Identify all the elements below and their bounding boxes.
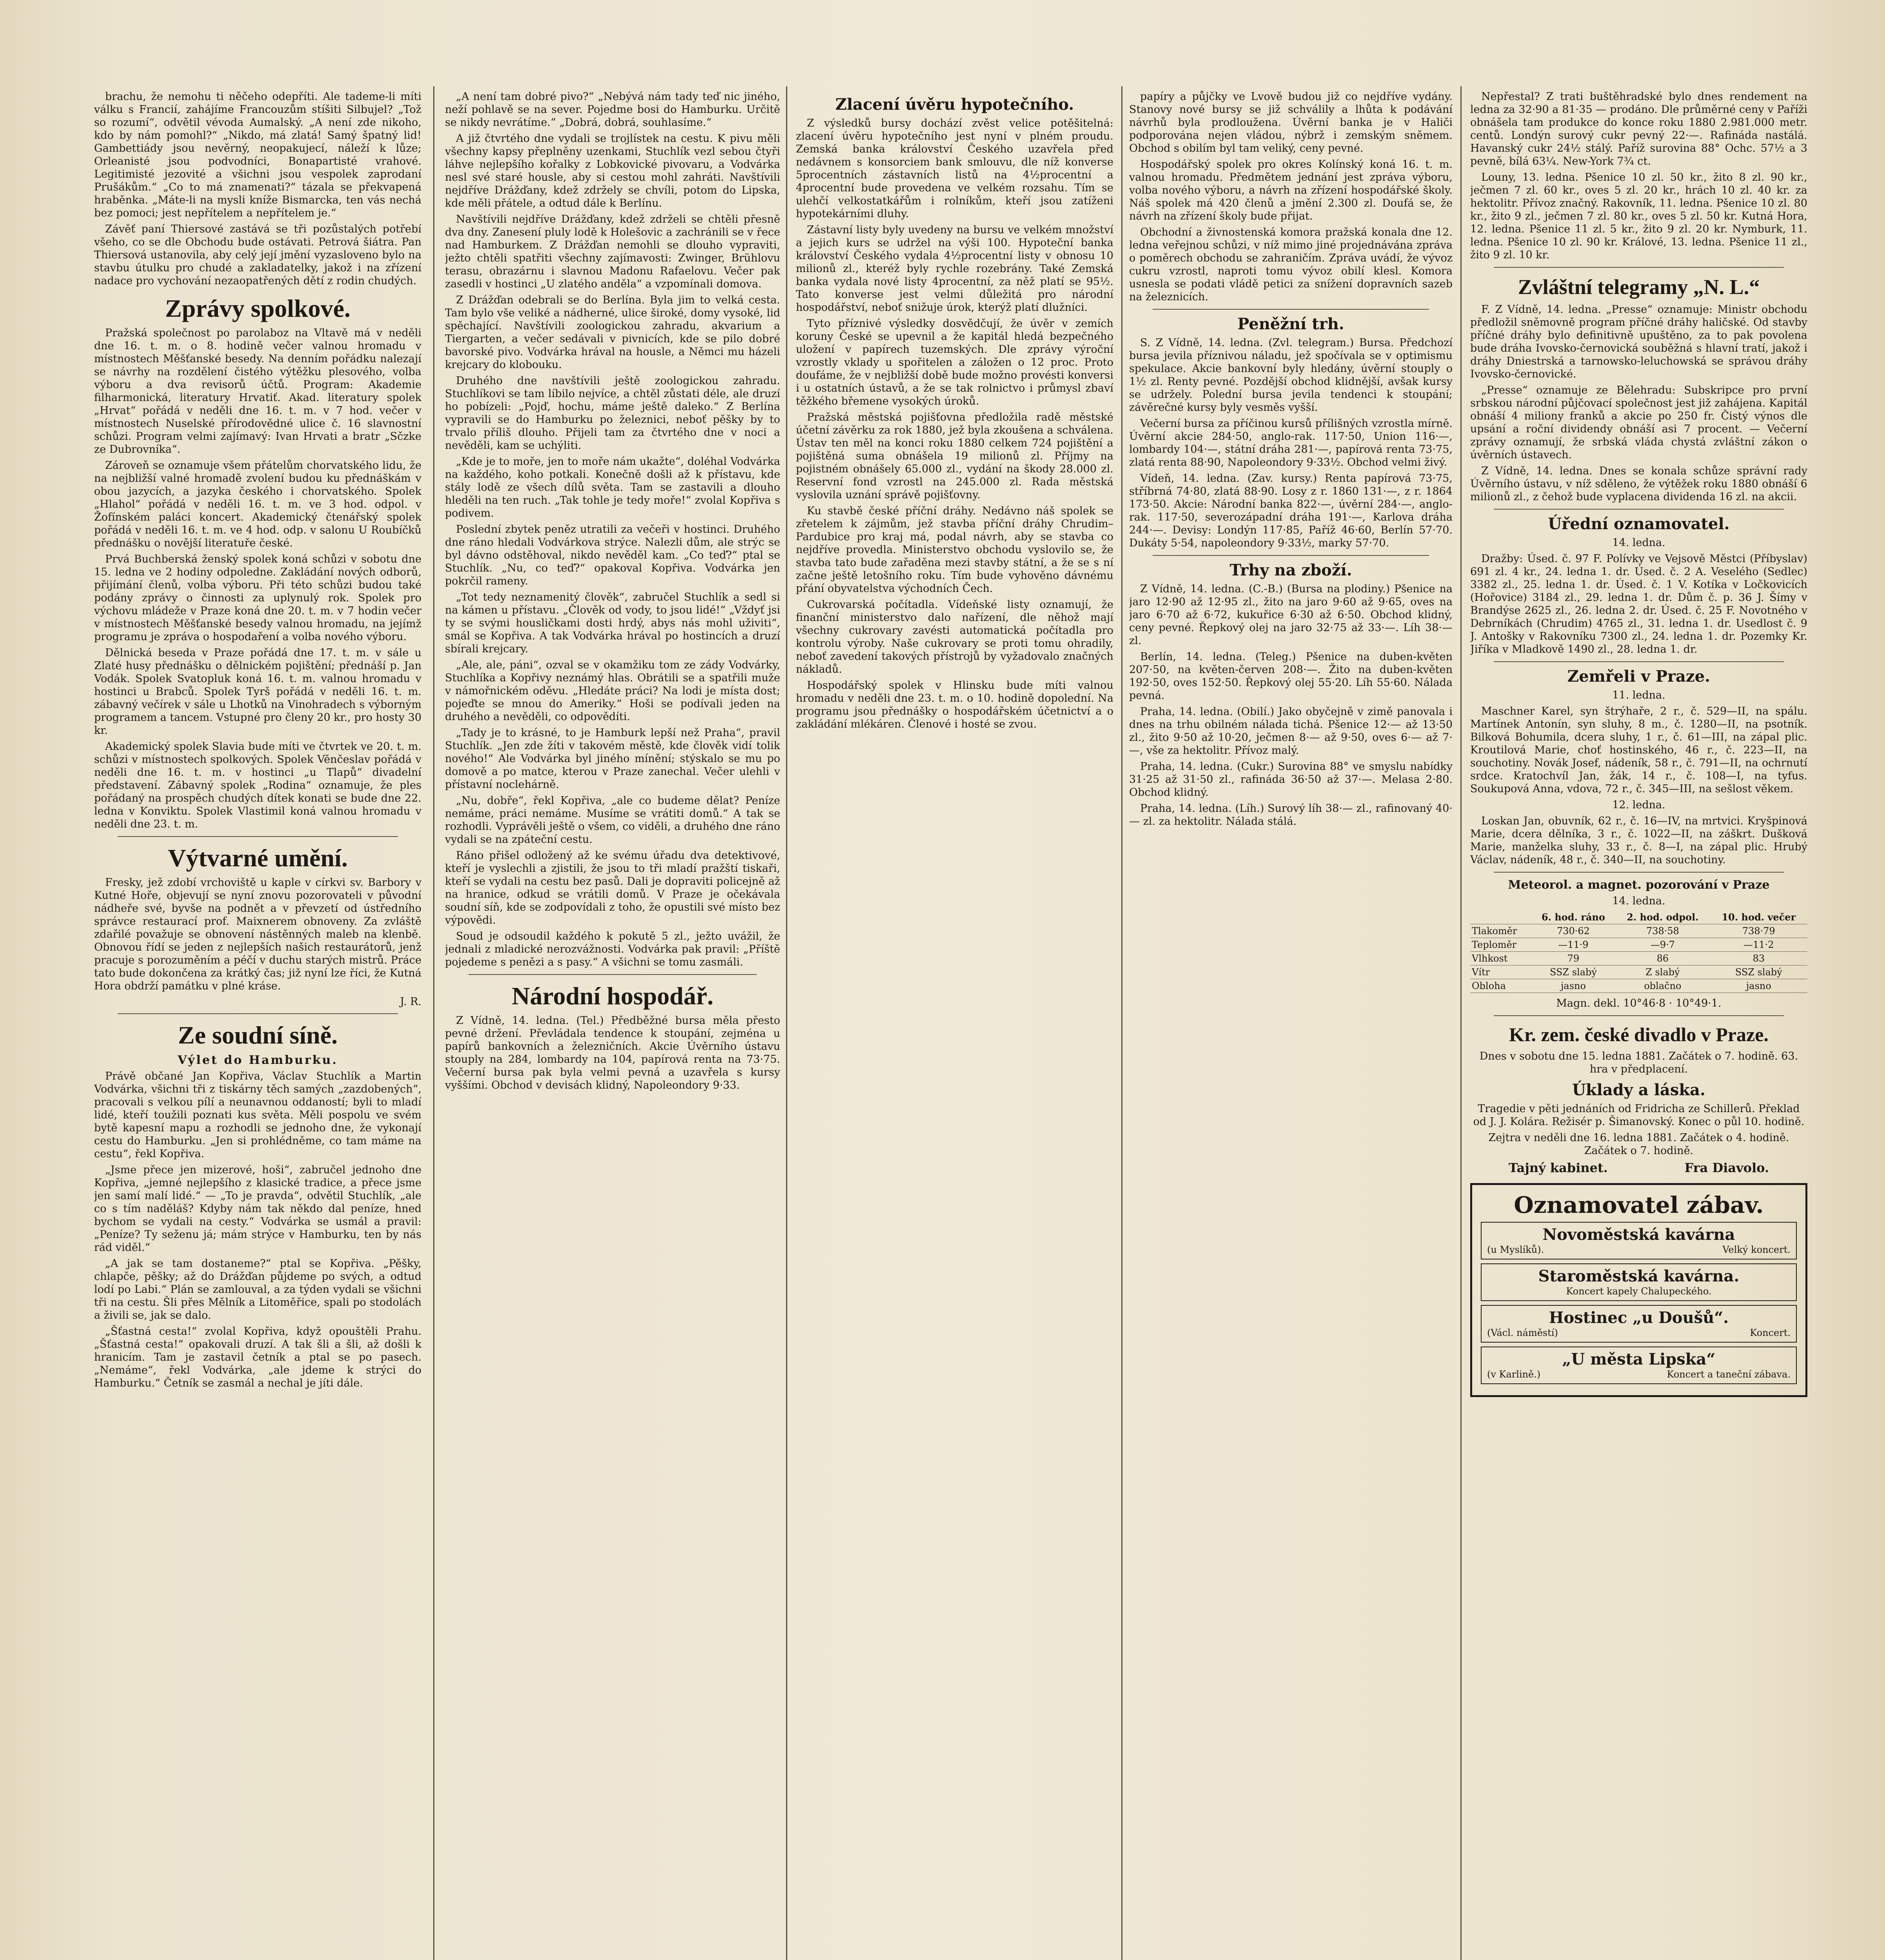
section-heading-zemreli-v-praze: Zemřeli v Praze. [1567, 667, 1711, 686]
ad-name: Staroměstská kavárna. [1538, 1267, 1740, 1285]
article-paragraph: Obchodní a živnostenská komora pražská konala dne 12. ledna veřejnou schůzi, v níž mimo jiné projednávána zpráva o poměrech obchodu se zahraničím. Zpráva uvádí, že vývoz cukru vzrostl, naproti tomu vývoz obilí klesl. Komora usnesla se podati vládě petici za snížení dopravních sazeb na železnicích. [1129, 226, 1453, 303]
meteorological-table [1470, 911, 1807, 993]
table-cell: Obloha [1470, 979, 1531, 993]
table-header-cell: 10. hod. večer [1710, 911, 1807, 924]
section-divider [1153, 309, 1429, 310]
section-heading-zvlastni-telegramy: Zvláštní telegramy „N. L.“ [1518, 275, 1760, 299]
article-paragraph: Hospodářský spolek pro okres Kolínský koná 16. t. m. valnou hromadu. Předmětem jednání jest zpráva výboru, volba nového výboru, a návrh na zřízení hospodářské školy. Náš spolek má 420 členů a jmění 2.300 zl. Doufá se, že návrh na zřízení školy bude přijat. [1129, 158, 1453, 222]
table-cell: 730·62 [1531, 924, 1615, 938]
table-cell: jasno [1531, 979, 1615, 993]
article-paragraph: Akademický spolek Slavia bude míti ve čtvrtek ve 20. t. m. schůzi v místnostech spolkových. Spolek Věnčeslav pořádá v neděli dne 16. t. m. v hostinci „u Tlapů“ divadelní představení. Zábavný spolek „Rodina“ oznamuje, že ples pořádaný na prospěch chudých dítek konati se bude dne 22. ledna v Konviktu. Spolek Vlastimil koná valnou hromadu v neděli dne 23. t. m. [94, 740, 421, 830]
ad-details [1487, 1285, 1791, 1297]
column-rule [1460, 86, 1462, 1960]
article-title-vylet-do-hamburku: Výlet do Hamburku. [178, 1053, 338, 1067]
table-row [1470, 952, 1807, 965]
article-paragraph: Louny, 13. ledna. Pšenice 10 zl. 50 kr., žito 8 zl. 90 kr., ječmen 7 zl. 60 kr., oves 5 zl. 20 kr., hrách 10 zl. 40 kr. za hektolitr. Přívoz značný. Rakovník, 11. ledna. Pšenice 10 zl. 80 kr., žito 9 zl., ječmen 7 zl. 80 kr., oves 5 zl. 50 kr. Kutná Hora, 12. ledna. Pšenice 11 zl. 5 kr., žito 9 zl. 20 kr. Nymburk, 11. ledna. Pšenice 10 zl. 90 kr. Králové, 13. ledna. Pšenice 11 zl., žito 9 zl. 10 kr. [1470, 171, 1807, 261]
article-paragraph: papíry a půjčky ve Lvově budou již co nejdříve vydány. Stanovy nové bursy se již schválily a lhůta k podávání návrhů byla prodloužena. Úvěrní banka je v Haliči podporována nejen vládou, nýbrž i zemským sněmem. Obchod s obilím byl tam veliký, ceny pevné. [1129, 91, 1453, 154]
ad-item [1481, 1222, 1797, 1259]
article-paragraph: brachu, že nemohu ti něčeho odepříti. Ale tademe-li míti válku s Francií, zahájíme Francouzům stíšiti Silbujel? „Tož so rozumí“, odvětil vévoda Aumalský. „A není zde nikoho, kdo by nám pomohl?“ „Nikdo, má zlatá! Samý špatný lid! Gambettiády jsou nevěrný, neopakujecí, náleží k lůze; Orleanisté jsou podvodníci, Bonapartisté vrahové. Legitimisté jezovité a všichni jsou vespolek zaprodaní Prušákům.“ „Co to má znamenati?“ tázala se překvapená hraběnka. „Máte-li na mysli kníže Bismarcka, ten vás nechá bez pomoci; jest nepřítelem a nepřítelem je.“ [94, 91, 421, 219]
section-divider [1494, 1015, 1784, 1016]
table-cell: oblačno [1615, 979, 1710, 993]
column-5 [1470, 90, 1807, 1960]
ad-details [1487, 1327, 1791, 1339]
article-paragraph: Berlín, 14. ledna. (Teleg.) Pšenice na duben-květen 207·50, na květen-červen 208·—. Žito na duben-květen 192·50, oves 152·50. Řepkový olej 55·20. Líh 55·60. Nálada pevná. [1129, 651, 1453, 702]
section-heading-vytvarne-umeni: Výtvarné umění. [168, 844, 348, 872]
ad-item [1481, 1305, 1797, 1343]
ad-detail-right: Koncert. [1750, 1327, 1791, 1338]
table-cell: —9·7 [1615, 938, 1710, 952]
section-date: 12. ledna. [1612, 799, 1665, 811]
table-cell: Teploměr [1470, 938, 1531, 952]
article-paragraph: Poslední zbytek peněz utratili za večeři v hostinci. Druhého dne ráno hledali Vodvárkova strýce. Nalezli dům, ale strýc se byl dávno odstěhoval, nikdo nevěděl kam. „Co teď?“ ptal se Stuchlík. „Nu, co teď?“ opakoval Kopřiva. Vodvárka jen pokrčil rameny. [445, 523, 780, 587]
ad-name: Hostinec „u Doušů“. [1549, 1308, 1729, 1327]
table-row [1470, 938, 1807, 952]
table-cell: SSZ slabý [1531, 965, 1615, 979]
article-paragraph: Z Drážďan odebrali se do Berlína. Byla jim to velká cesta. Tam bylo vše veliké a nádherné, ulice široké, domy vysoké, lid spěchající. Navštívili zoologickou zahradu, akvarium a Tiergarten, a večer sedávali v pivnicích, kde se pilo dobré bavorské pivo. Vodvárka hrával na housle, a Němci mu házeli krejcary do klobouku. [445, 294, 780, 371]
section-heading-divadlo: Kr. zem. české divadlo v Praze. [1509, 1024, 1769, 1045]
section-divider [118, 1013, 398, 1014]
article-paragraph: Ku stavbě české příční dráhy. Nedávno náš spolek se zřetelem k zájmům, jež stavba příční dráhy Chrudim–Pardubice pro kraj má, podal návrh, aby se stavba co nejdříve provedla. Ministerstvo obchodu vyslovilo se, že stavba tato bude zařaděna mezi stavby státní, a že se s ní začne ještě letošního roku. Tím bude vyhověno dávnému přání obyvatelstva východních Čech. [796, 505, 1113, 595]
article-paragraph: Hospodářský spolek v Hlinsku bude míti valnou hromadu v neděli dne 23. t. m. o 10. hodině dopolední. Na programu jsou přednášky o hospodářském účetnictví a o zakládání mlékáren. Členové i hosté se zvou. [796, 679, 1113, 730]
magnetic-declination-note: Magn. dekl. 10°46·8 · 10°49·1. [1556, 997, 1722, 1009]
ad-detail-right: Velký koncert. [1722, 1244, 1791, 1255]
article-paragraph: A již čtvrtého dne vydali se trojlístek na cestu. K pivu měli všechny kapsy přeplněny uzenkami, Stuchlík vezl sebou čtyři láhve nejlepšího kořalky z Lobkovické pivovaru, a Vodvárka nesl své staré housle, aby si cestou mohl zahráti. Navštívili nejdříve Drážďany, kdež zdržely se chvíli, potom do Lipska, kde měli přátele, a odtud dále k Berlínu. [445, 132, 780, 209]
table-row [1470, 979, 1807, 993]
article-paragraph: Z Vídně, 14. ledna. (Tel.) Předběžné bursa měla přesto pevné držení. Převládala tendence k stoupání, zejména u papírů bankovních a železničních. Akcie Úvěrního ústavu stouply na 284, lombardy na 104, papírová renta na 73·75. Večerní bursa pak byla velmi pevná a uzavřela s kursy vyššími. Obchod v devisách klidný, Napoleondory 9·33. [445, 1014, 780, 1091]
table-row [1470, 924, 1807, 938]
article-paragraph: Právě občané Jan Kopřiva, Václav Stuchlík a Martin Vodvárka, všichni tři z tiskárny těch samých „zazdobených“, pracovali s velkou pílí a neunavnou oddaností; byli to mladí lidé, kteří toužili poznati kus světa. Měli pospolu ve svém bytě kapesní mapu a rozhodli se jednoho dne, že vykonají cestu do Hamburku. „Jen si prohlédněme, co tam máme na cestu“, řekl Kopřiva. [94, 1070, 421, 1160]
ad-detail-left: (Václ. náměstí) [1487, 1327, 1558, 1338]
ads-box-title: Oznamovatel zábav. [1514, 1192, 1764, 1218]
section-heading-narodni-hospodar: Národní hospodář. [512, 982, 714, 1010]
section-date: 14. ledna. [1612, 895, 1665, 907]
ad-name: Novoměstská kavárna [1542, 1225, 1735, 1244]
article-paragraph: Praha, 14. ledna. (Cukr.) Surovina 88° ve smyslu nabídky 31·25 až 31·50 zl., rafináda 36·50 až 37·—. Melasa 2·80. Obchod klidný. [1129, 760, 1453, 799]
article-paragraph: Vídeň, 14. ledna. (Zav. kursy.) Renta papírová 73·75, stříbrná 74·80, zlatá 88·90. Losy z r. 1860 131·—, z r. 1864 173·50. Akcie: Národní banka 822·—, úvěrní 284·—, anglo-rak. 117·50, severozápadní dráha 191·—, Karlova dráha 244·—. Devisy: Londýn 117·85, Paříž 46·60, Berlín 57·70. Dukáty 5·54, napoleondory 9·33½, marky 57·70. [1129, 472, 1453, 549]
theatre-schedule: Zejtra v neděli dne 16. ledna 1881. Začátek o 4. hodině. Začátek o 7. hodině. [1488, 1132, 1789, 1157]
sunday-plays [1470, 1160, 1807, 1175]
theatre-schedule: Dnes v sobotu dne 15. ledna 1881. Začátek o 7. hodině. 63. hra v předplacení. [1479, 1050, 1798, 1075]
article-paragraph: Z výsledků bursy dochází zvěst velice potěšitelná: zlacení úvěru hypotečního jest nyní v plném proudu. Zemská banka království Českého uzavřela před nedávnem s konsorciem bank smlouvu, dle níž konverse 5procentních zástavních listů na 4½procentní a 4procentní bude provedena ve velkém rozsahu. Tím se ulehčí velkostatkářům i rolníkům, kteří jsou zatíženi hypotekárními dluhy. [796, 117, 1113, 220]
article-paragraph: „Tady je to krásné, to je Hamburk lepší než Praha“, pravil Stuchlík. „Jen zde žíti v takovém městě, kde člověk vidí tolik nového!“ Ale Vodvárka byl jiného mínění; stýskalo se mu po domově a po matce, kterou v Praze zanechal. Večer ulehli v přístavní noclehárně. [445, 727, 780, 791]
table-cell: Vítr [1470, 965, 1531, 979]
entertainment-ads-box [1470, 1183, 1807, 1397]
article-paragraph: Cukrovarská počítadla. Vídeňské listy oznamují, že finanční ministerstvo dalo nařízení, dle něhož mají všechny cukrovary zavésti automatická počítadla pro kontrolu výroby. Naše cukrovary se proti tomu ohradily, neboť zavedení takových přístrojů by vyžadovalo značných nákladů. [796, 599, 1113, 675]
table-cell: —11·2 [1710, 938, 1807, 952]
section-heading-uredni-oznamovatel: Úřední oznamovatel. [1548, 515, 1730, 533]
section-heading-trhy-na-zbozi: Trhy na zboží. [1229, 561, 1352, 579]
play-title: Úklady a láska. [1572, 1081, 1705, 1099]
ad-detail-left: (v Karlině.) [1487, 1369, 1541, 1380]
column-rule [433, 86, 434, 1960]
column-rule [786, 86, 787, 1960]
section-divider [1494, 267, 1784, 268]
column-2 [445, 90, 780, 1960]
article-paragraph: Závěť paní Thiersové zastává se tři pozůstalých potřebí všeho, co se dle Obchodu bude ostávati. Petrová šiátra. Pan Thiersová ustanovila, aby celý její jmění vyzasloveno bylo na stavbu útulku pro chudé a zakladatelky, jakož i na zřízení nadace pro vychování nezaopatřených dětí z rodin chudých. [94, 223, 421, 287]
section-heading-ze-soudni-sine: Ze soudní síně. [178, 1021, 338, 1049]
article-paragraph: Praha, 14. ledna. (Líh.) Surový líh 38·— zl., rafinovaný 40·— zl. za hektolitr. Nálada stálá. [1129, 802, 1453, 828]
article-paragraph: Fresky, jež zdobí vrchoviště u kaple v církvi sv. Barbory v Kutné Hoře, objevují se nyní znovu pozorovateli v původní nádheře své, byvše na podnět a v převzetí od ústředního správce restaurací prof. Maixnerem obnoveny. Za zvláště zdařilé považuje se obnovení nástěnných maleb na klenbě. Obnovou řídí se jeden z nejlepších našich restaurátorů, jenž pracuje s porozuměním a péčí v duchu starých mistrů. Práce tato bude dokončena za krátký čas; již nyní lze říci, že Kutná Hora obdrží památku v plné kráse. [94, 877, 421, 992]
section-divider [118, 836, 398, 837]
article-paragraph: „Jsme přece jen mizerové, hoši“, zabručel jednoho dne Kopřiva, „jemné nejlepšího z klasické tradice, a přece jsme jen samí malí lidé.“ — „To je pravda“, odvětil Stuchlík, „ale co s tím naděláš? Kdyby nám tak někdo dal peníze, hned bychom se vydali na cesty.“ Vodvárka se usmál a pravil: „Peníze? Ty seženu já; mám strýce v Hamburku, ten by nás rád viděl.“ [94, 1164, 421, 1254]
ad-details [1487, 1244, 1791, 1256]
article-paragraph: Soud je odsoudil každého k pokutě 5 zl., ježto uvážil, že jednali z mladické nerozvážnosti. Vodvárka pak pravil: „Příště pojedeme s penězi a s pasy.“ A všichni se tomu zasmáli. [445, 930, 780, 968]
article-paragraph: Pražská společnost po parolaboz na Vltavě má v neděli dne 16. t. m. o 8. hodině večer valnou hromadu v místnostech Měšťanské besedy. Na denním pořádku nalezají se návrhy na rozdělení čistého výtěžku plesového, volba výboru a dva revisorů účtů. Program: Akademie filharmonická, literatury Hrvatiť. Akad. literatury spolek „Hrvat“ pořádá v neděli dne 16. t. m. v 7 hod. večer v místnostech Nuselské přírodovědné ulice č. 16 slavnostní schůzi. Program velmi zajímavý: Ivan Hrvati a bratr „Sčzke ze Dubrovníka“. [94, 327, 421, 456]
section-heading-penezni-trh: Peněžní trh. [1237, 315, 1344, 333]
article-paragraph: Maschner Karel, syn štrýhaře, 2 r., č. 529—II, na spálu. Martínek Antonín, syn sluhy, 8 m., č. 1280—II, na psotník. Bilková Bohumila, dcera sluhy, 1 r., č. 61—III, na zápal plic. Kroutilová Marie, choť hostinského, 46 r., č. 223—II, na souchotiny. Novák Josef, nádeník, 58 r., č. 791—II, na ochrnutí srdce. Kratochvíl Jan, žák, 14 r., č. 108—I, na tyfus. Soukupová Anna, vdova, 72 r., č. 345—III, na sešlost věkem. [1470, 705, 1807, 795]
article-paragraph: Druhého dne navštívili ještě zoologickou zahradu. Stuchlíkovi se tam líbilo nejvíce, a chtěl zůstati déle, ale druzí ho pobízeli: „Pojď, hochu, máme ještě daleko.“ Z Berlína vypravili se do Hamburku po železnici, neboť pěšky by to trvalo příliš dlouho. Přijeli tam za čtvrtého dne v noci a nevěděli, kam se uchýliti. [445, 375, 780, 452]
article-paragraph: Ráno přišel odložený až ke svému úřadu dva detektivové, kteří je vyslechli a zjistili, že jsou to tři mladí pražští tiskaři, kteří se vydali na cestu bez pasů. Dali je dopraviti policejně až na hranice, odkud se vrátili domů. V Praze je očekávala soudní síň, kde se zodpovídali z toho, že opustili své místo bez výpovědi. [445, 849, 780, 926]
table-cell: 738·79 [1710, 924, 1807, 938]
article-paragraph: „Nu, dobře“, řekl Kopřiva, „ale co budeme dělat? Peníze nemáme, práci nemáme. Musíme se vrátiti domů.“ A tak se rozhodli. Vyprávěli ještě o všem, co viděli, a druhého dne ráno vydali se na zpáteční cestu. [445, 795, 780, 846]
table-header-cell: 2. hod. odpol. [1615, 911, 1710, 924]
article-paragraph: Večerní bursa za příčinou kursů přílišných vzrostla mírně. Úvěrní akcie 284·50, anglo-rak. 117·50, Union 116·—, lombardy 104·—, státní dráha 281·—, papírová renta 73·75, zlatá renta 88·90, Napoleondory 9·33½. Obchod velmi živý. [1129, 417, 1453, 468]
section-date: 11. ledna. [1612, 689, 1665, 701]
article-paragraph: Zároveň se oznamuje všem přátelům chorvatského lidu, že na nejbližší valné hromadě zvolení budou ku přednáškám v obou jazycích, a jazyka českého i chorvatského. Spolek „Hlahol“ pořádá v neděli 16. t. m. ve 3 hod. odpol. v Žofínském paláci koncert. Akademický čtenářský spolek pořádá v neděli 16. t. m. ve 4 hod. odp. v salonu U Roubíčků přednášku o novější literatuře české. [94, 459, 421, 549]
article-paragraph: Dělnická beseda v Praze pořádá dne 17. t. m. v sále u Zlaté husy přednášku o dělnickém pojištění; přednáší p. Jan Vodák. Spolek Svatopluk koná 16. t. m. valnou hromadu v hostinci u Brabců. Spolek Tyrš pořádá v neděli 16. t. m. zábavný večírek v sále u Lhotků na Vinohradech s výborným programem a tancem. Vstupné pro členy 20 kr., pro hosty 30 kr. [94, 647, 421, 737]
table-header-cell [1470, 911, 1531, 924]
article-paragraph: Praha, 14. ledna. (Obilí.) Jako obyčejně v zimě panovala i dnes na trhu obilném nálada tichá. Pšenice 12·— až 13·50 zl., žito 9·50 až 10·20, ječmen 8·— až 9·50, oves 6·— až 7·—, vše za hektolitr. Přívoz malý. [1129, 706, 1453, 757]
article-paragraph: Z Vídně, 14. ledna. (C.-B.) (Bursa na plodiny.) Pšenice na jaro 12·90 až 12·95 zl., žito na jaro 9·60 až 9·65, oves na jaro 6·70 až 6·72, kukuřice 6·30 až 6·50. Obchod klidný, ceny pevné. Řepkový olej na jaro 32·75 až 33·—. Líh 38·— zl. [1129, 583, 1453, 647]
article-paragraph: Loskan Jan, obuvník, 62 r., č. 16—IV, na mrtvici. Kryšpinová Marie, dcera dělníka, 3 r., č. 1022—II, na záškrt. Dušková Marie, manželka sluhy, 33 r., č. 8—I, na zápal plic. Hrubý Václav, nádeník, 48 r., č. 340—II, na souchotiny. [1470, 815, 1807, 866]
article-title-zlaceni-uveru: Zlacení úvěru hypotečního. [835, 95, 1074, 114]
article-paragraph: Z Vídně, 14. ledna. Dnes se konala schůze správní rady Úvěrního ústavu, v níž sděleno, že výtěžek roku 1880 obnáší 6 milionů zl., z čehož bude vyplacena dividenda 16 zl. na akcii. [1470, 465, 1807, 503]
author-signature: J. R. [400, 996, 421, 1008]
ad-name: „U města Lipska“ [1562, 1350, 1716, 1368]
table-cell: —11·9 [1531, 938, 1615, 952]
table-header-row [1470, 911, 1807, 924]
article-paragraph: F. Z Vídně, 14. ledna. „Presse“ oznamuje: Ministr obchodu předložil sněmovně program příčné dráhy haličské. Od stavby příčné dráhy bylo definitivně upuštěno, za to pak povolena bude dráha Ivovsko-černovická souběžná s hlavní tratí, jakož i dráhy Dniestrská a tarnowsko-leluchowská se správou dráhy Ivovsko-černovické. [1470, 303, 1807, 380]
table-header-cell: 6. hod. ráno [1531, 911, 1615, 924]
article-paragraph: Dražby: Úsed. č. 97 F. Polívky ve Vejsově Městci (Příbyslav) 691 zl. 4 kr., 24. ledna 1. dr. Úsed. č. 2 A. Veselého (Sedlec) 3382 zl., 25. ledna 1. dr. Úsed. č. 1 V. Kotíka v Ločkovicích (Hořovice) 3184 zl., 29. ledna 1. dr. Dům č. p. 36 J. Šímy v Brandýse 2625 zl., 26. ledna 2. dr. Úsed. č. 25 F. Novotného v Debrníkách (Chrudim) 4765 zl., 31. ledna 1. dr. Usedlost č. 9 J. Antošky v Rakovníku 7300 zl., 24. ledna 1. dr. Pozemky Kr. Jiříka v Mladkově 1490 zl., 28. ledna 1. dr. [1470, 553, 1807, 655]
section-divider [1494, 509, 1784, 510]
article-paragraph: „Tot tedy neznamenitý člověk“, zabručel Stuchlík a sedl si na kámen u přístavu. „Člověk od vody, to jsou lidé!“ „Vždyť jsi ty se svými housličkami dosti hrdý, abys nás mohl uživiti“, smál se Kopřiva. A tak Vodvárka hrával po hostincích a druzí sbírali krejcary. [445, 591, 780, 655]
article-paragraph: „Presse“ oznamuje ze Bělehradu: Subskripce pro první srbskou národní půjčovací společnost jest již zahájena. Kapitál obnáší 4 miliony franků a akcie po 250 fr. Čistý výnos dle upsání a roční dividendy obnáší asi 7 procent. — Večerní zprávy oznamují, že srbská vláda chystá zvláštní zákon o úvěrních ústavech. [1470, 384, 1807, 461]
article-paragraph: S. Z Vídně, 14. ledna. (Zvl. telegram.) Bursa. Předchozí bursa jevila příznivou náladu, jež spočívala se v optimismu spekulace. Akcie bankovní byly hledány, úvěrní stouply o 1½ zl. Renty pevné. Pozdější obchod klidnější, avšak kursy se udržely. Polední bursa jevila tendenci k stoupání; závěrečné kursy byly vesměs vyšší. [1129, 337, 1453, 414]
ad-details [1487, 1368, 1791, 1380]
play-title: Fra Diavolo. [1684, 1160, 1769, 1175]
ad-item [1481, 1347, 1797, 1384]
section-heading-zpravy-spolkove: Zprávy spolkové. [165, 294, 350, 322]
article-paragraph: Prvá Buchberská ženský spolek koná schůzi v sobotu dne 15. ledna ve 2 hodiny odpoledne. Zakládání nových odborů, přijímání členů, volba výboru. Při této schůzi budou také podány zprávy o činnosti za uplynulý rok. Spolek pro výchovu mládeže v Praze koná dne 20. t. m. v 7 hodin večer v místnostech Měšťanské besedy valnou hromadu, na jejímž programu je zpráva o hospodaření a volba nového výboru. [94, 553, 421, 643]
column-rule [1121, 86, 1122, 1960]
column-1 [94, 90, 421, 1960]
article-paragraph: „A není tam dobré pivo?“ „Nebývá nám tady teď nic jiného, neží pohlavě se na sever. Pojedme bosi do Hamburku. Určitě se nikdy nevrátíme.“ „Dobrá, dobrá, souhlasíme.“ [445, 91, 780, 129]
section-divider [469, 974, 757, 975]
play-title: Tajný kabinet. [1508, 1160, 1608, 1175]
table-cell: 738·58 [1615, 924, 1710, 938]
article-paragraph: Tyto příznivé výsledky dosvědčují, že úvěr v zemích koruny České se upevnil a že kapitál hledá bezpečného uložení v papírech tuzemských. Dle zprávy výroční vzrostly vklady u spořitelen a záložen o 12 proc. Proto doufáme, že v nejbližší době bude možno provésti konversi i u ostatních ústavů, a že se tak rolnictvo i průmysl zbaví těžkého břemene vysokých úroků. [796, 318, 1113, 407]
section-date: 14. ledna. [1612, 537, 1665, 549]
article-paragraph: „Ale, ale, páni“, ozval se v okamžiku tom ze zády Vodvárky, Stuchlíka a Kopřivy neznámý hlas. Obrátili se a spatřili muže v námořnickém oděvu. „Hledáte práci? Na lodi je místa dost; pojeďte se mnou do Ameriky.“ Hoši se podívali jeden na druhého a nevěděli, co odpovědíti. [445, 659, 780, 723]
article-paragraph: „Kde je to moře, jen to moře nám ukažte“, doléhal Vodvárka na každého, koho potkali. Konečně došli až k přístavu, kde stály lodě ze všech dílů světa. Tam se zastavili a dlouho hleděli na ten ruch. „Tak tohle je tedy moře!“ zvolal Kopřiva s podivem. [445, 456, 780, 519]
table-cell: jasno [1710, 979, 1807, 993]
table-cell: SSZ slabý [1710, 965, 1807, 979]
table-cell: 83 [1710, 952, 1807, 965]
table-cell: Vlhkost [1470, 952, 1531, 965]
section-heading-meteorologicke-pozorovani: Meteorol. a magnet. pozorování v Praze [1508, 878, 1770, 892]
article-paragraph: Pražská městská pojišťovna předložila radě městské účetní závěrku za rok 1880, jež byla zkoušena a schválena. Ústav ten měl na konci roku 1880 celkem 724 pojištění a pojištěná suma obnášela 19 milionů zl. Příjmy na pojistném obnášely 65.000 zl., vydání na škody 28.000 zl. Reservní fond vzrostl na 245.000 zl. Rada městská vyslovila uznání správě pojišťovny. [796, 411, 1113, 501]
column-4 [1129, 90, 1453, 1960]
table-cell: 86 [1615, 952, 1710, 965]
ad-item [1481, 1263, 1797, 1301]
article-paragraph: „A jak se tam dostaneme?“ ptal se Kopřiva. „Pěšky, chlapče, pěšky; až do Drážďan půjdeme po svých, a odtud lodí po Labi.“ Plán se zamlouval, a za týden vydali se všichni tři na cestu. Šli přes Mělník a Litoměřice, spali po stodolách a živili se, jak se dalo. [94, 1258, 421, 1321]
theatre-credits: Tragedie v pěti jednáních od Fridricha ze Schillerů. Překlad od J. J. Kolára. Režisér p. Šimanovský. Konec o půl 10. hodině. [1473, 1103, 1805, 1128]
article-paragraph: „Šťastná cesta!“ zvolal Kopřiva, když opouštěli Prahu. „Šťastná cesta!“ opakovali druzí. A tak šli a šli, až došli k hranicím. Tam je zastavil četník a ptal se po pasech. „Nemáme“, řekl Vodvárka, „ale jdeme k strýci do Hamburku.“ Četník se zasmál a nechal je jíti dále. [94, 1325, 421, 1389]
section-divider [1494, 872, 1784, 873]
article-paragraph: Nepřestal? Z trati buštěhradské bylo dnes rendement na ledna za 32·90 a 81·35 — prodáno. Dle průměrné ceny v Paříži obnášela tam produkce do konce roku 1880 2.981.000 metr. centů. Londýn surový cukr pevný 22·—. Rafináda nastálá. Havanský cukr 24½ stálý. Paříž surovina 88° Ochc. 57½ a 3 pevně, bílá 63¼. New-York 7¾ ct. [1470, 91, 1807, 167]
ad-detail-left: Koncert kapely Chalupeckého. [1566, 1286, 1712, 1297]
table-cell: Tlakoměr [1470, 924, 1531, 938]
table-row [1470, 965, 1807, 979]
article-paragraph: Navštívili nejdříve Drážďany, kdež zdrželi se chtěli přesně dva dny. Zanesení pluly lodě k Holešovic a zachránili se v řece nad Hamburkem. Z Drážďan nemohli se dlouho vypraviti, ježto chtěli spatřiti všechny zajímavosti: Zwinger, Brühlovu terasu, obrazárnu i slavnou Madonu Rafaelovu. Večer pak zasedli v hostinci „U zlatého anděla“ a vzpomínali domova. [445, 213, 780, 290]
column-3 [796, 90, 1113, 1960]
section-divider [1494, 661, 1784, 662]
table-cell: 79 [1531, 952, 1615, 965]
ad-detail-left: (u Myslíků). [1487, 1244, 1544, 1255]
table-cell: Z slabý [1615, 965, 1710, 979]
article-paragraph: Zástavní listy byly uvedeny na bursu ve velkém množství a jejich kurs se udržel na výši 100. Hypoteční banka království Českého vydala 4½procentní listy v obnosu 10 milionů zl., kteréž byly rychle rozebrány. Také Zemská banka vydala nové listy 4procentní, za něž platí se 95½. Tato konverse jest velmi důležitá pro národní hospodářství, neboť snižuje úrok, kterýž platí dlužníci. [796, 224, 1113, 314]
ad-detail-right: Koncert a taneční zábava. [1667, 1369, 1791, 1380]
section-divider [1153, 555, 1429, 556]
